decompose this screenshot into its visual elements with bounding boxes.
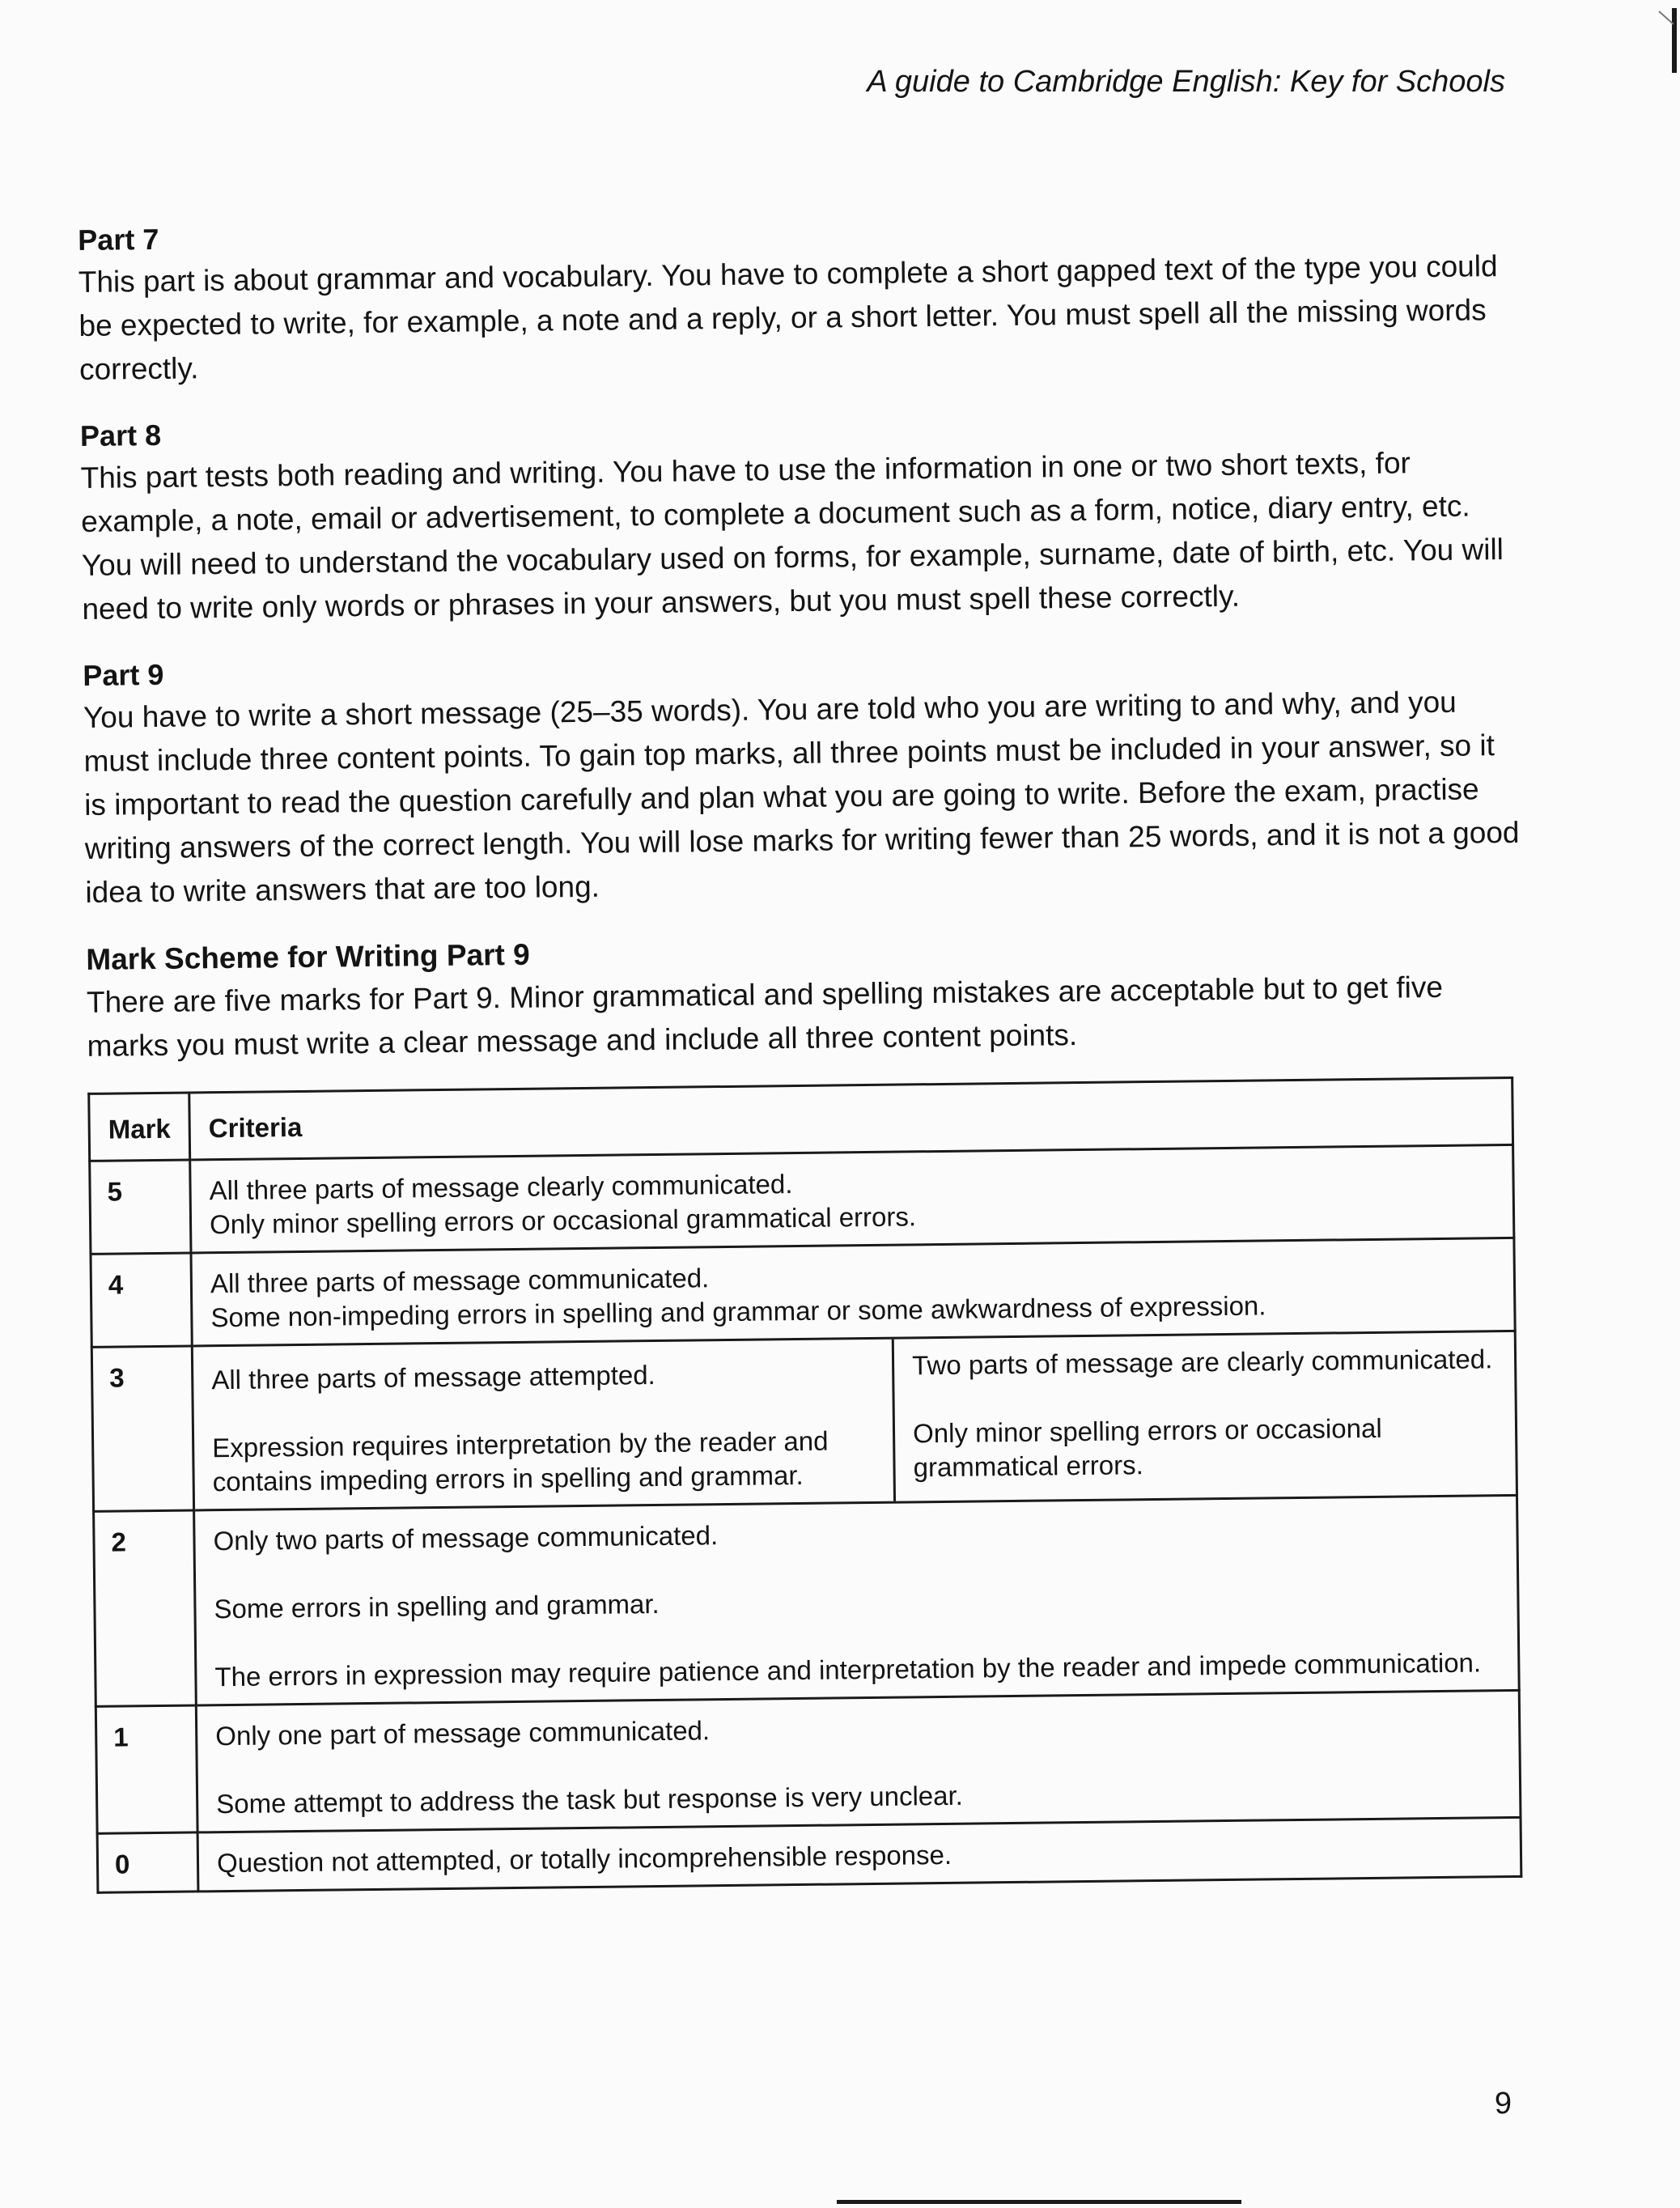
criteria-line: All three parts of message communicated. [210, 1263, 710, 1299]
section-part-9 [83, 639, 1523, 915]
table-row [90, 1144, 1514, 1254]
criteria-para: All three parts of message attempted. [211, 1359, 655, 1395]
mark-scheme-title: Mark Scheme for Writing Part 9 [86, 937, 530, 976]
section-part-8 [80, 400, 1520, 631]
scan-corner-mark-icon [1657, 0, 1680, 89]
mark-value: 3 [91, 1346, 193, 1511]
mark-scheme-table [87, 1076, 1522, 1894]
section-part-7 [78, 204, 1517, 392]
criteria-para: Only minor spelling errors or occasional grammatical errors. [912, 1412, 1382, 1483]
table-row [91, 1331, 1517, 1511]
section-title: Part 7 [78, 222, 159, 257]
criteria-left [193, 1340, 896, 1510]
column-header-criteria: Criteria [189, 1077, 1513, 1160]
column-header-mark: Mark [89, 1093, 190, 1161]
section-title: Part 9 [83, 657, 164, 692]
mark-scheme-intro: There are five marks for Part 9. Minor grammatical and spelling mistakes are acceptable but to get five marks you must write a clear message and include all three content points. [86, 970, 1444, 1063]
mark-value: 4 [91, 1253, 192, 1347]
criteria-line: Only minor spelling errors or occasional grammatical errors. [209, 1201, 917, 1240]
criteria-line: All three parts of message clearly communicated. [209, 1169, 793, 1206]
criteria-para: Question not attempted, or totally incomprehensible response. [216, 1839, 952, 1879]
page-number: 9 [1494, 2087, 1512, 2121]
criteria-cell [190, 1144, 1514, 1253]
scan-edge-line [837, 2200, 1241, 2204]
criteria-cell-split [192, 1331, 1517, 1510]
section-body: This part is about grammar and vocabulary. You have to complete a short gapped text of the type you could be expected to write, for example, a note and a reply, or a short letter. You must spell all the missing words correctly. [78, 249, 1498, 386]
section-body: This part tests both reading and writing. You have to use the information in one or two short texts, for example, a note, email or advertisement, to complete a document such as a form, notice, diary entry, etc. You will need to understand the vocabulary used on forms, for example, surname, date of birth, etc. You will need to write only words or phrases in your answers, but you must spell these correctly. [80, 446, 1504, 626]
criteria-right [894, 1332, 1516, 1501]
table-row [95, 1690, 1521, 1833]
table-row [94, 1495, 1520, 1706]
criteria-para: Only one part of message communicated. [215, 1715, 711, 1752]
mark-value: 1 [95, 1705, 197, 1833]
criteria-cell [191, 1238, 1515, 1346]
criteria-para: Two parts of message are clearly communicated. [911, 1344, 1493, 1381]
mark-value: 0 [97, 1832, 198, 1892]
criteria-para: The errors in expression may require patience and interpretation by the reader and impede communication. [214, 1647, 1482, 1692]
criteria-para: Expression requires interpretation by the reader and contains impeding errors in spelling and grammar. [212, 1425, 829, 1497]
running-header: A guide to Cambridge English: Key for Schools [867, 65, 1505, 99]
mark-value: 5 [90, 1160, 191, 1254]
table-row [91, 1238, 1515, 1347]
criteria-line: Some non-impeding errors in spelling and grammar or some awkwardness of expression. [210, 1290, 1266, 1333]
section-title: Part 8 [79, 418, 162, 452]
mark-value: 2 [94, 1510, 197, 1706]
page-content [78, 204, 1534, 1894]
criteria-para: Some errors in spelling and grammar. [214, 1588, 660, 1624]
criteria-para: Only two parts of message communicated. [213, 1520, 719, 1556]
criteria-cell [194, 1495, 1520, 1705]
section-body: You have to write a short message (25–35 words). You are told who you are writing to and why, and you must include three content points. To gain top marks, all three points must be included in your answer, so it is important to read the question carefully and plan what you are going to write. Before the exam, practise writing answers of the correct length. You will lose marks for writing fewer than 25 words, and it is not a good idea to write answers that are too long. [83, 685, 1520, 909]
criteria-cell [196, 1690, 1521, 1832]
criteria-para: Some attempt to address the task but response is very unclear. [216, 1780, 964, 1819]
